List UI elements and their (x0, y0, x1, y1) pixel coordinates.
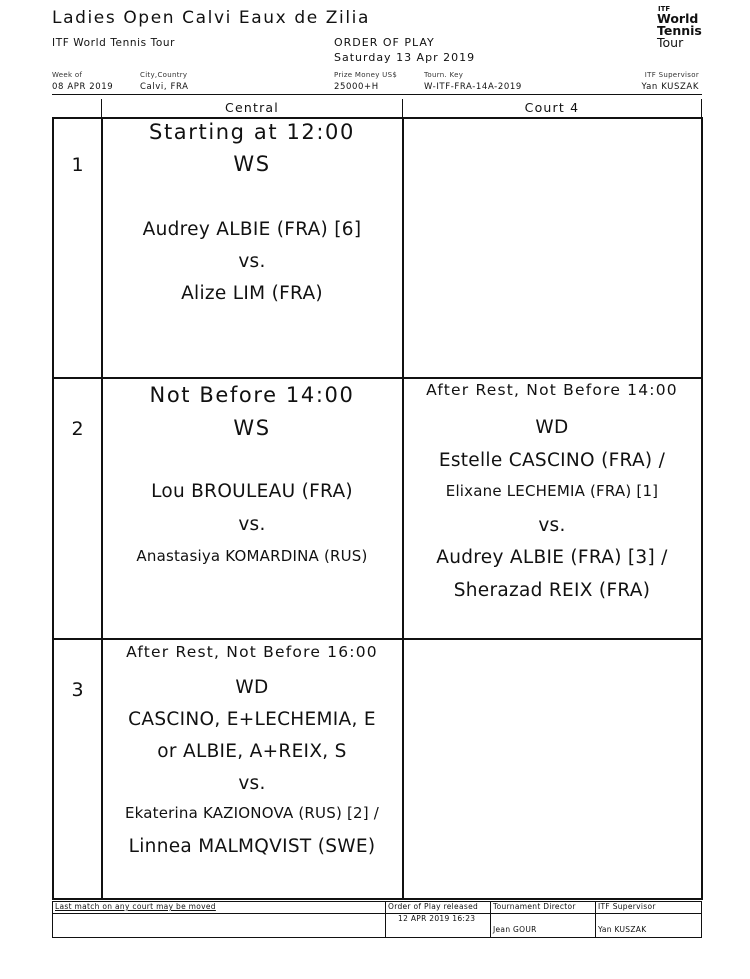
order-of-play-date: Saturday 13 Apr 2019 (334, 51, 476, 64)
court-header-court4: Court 4 (524, 100, 580, 115)
footer-note: Last match on any court may be moved (55, 902, 216, 911)
row-number-3: 3 (71, 679, 84, 701)
grid-top (52, 117, 703, 119)
match-event: WD (535, 417, 569, 438)
team-1-option-b: or ALBIE, A+REIX, S (157, 741, 347, 762)
prize-value: 25000+H (334, 82, 379, 92)
versus-label: vs. (538, 515, 566, 536)
grid-col-2 (402, 117, 404, 900)
header-rule (52, 94, 702, 95)
footer-line (52, 901, 53, 937)
grid-line (701, 99, 702, 118)
grid-left (52, 117, 54, 900)
team-2-player-b: Sherazad REIX (FRA) (453, 580, 651, 601)
grid-bottom (52, 898, 703, 900)
match-time: Not Before 14:00 (149, 383, 355, 407)
week-label: Week of (52, 71, 83, 79)
footer-mid (52, 913, 702, 914)
director-value: Jean GOUR (493, 925, 537, 934)
supervisor-value: Yan KUSZAK (641, 82, 699, 92)
footer-line (385, 901, 386, 937)
tourn-key-label: Tourn. Key (424, 71, 464, 79)
row-number-2: 2 (71, 418, 84, 440)
footer-line (490, 901, 491, 937)
order-of-play-title: ORDER OF PLAY (334, 36, 435, 49)
supervisor-label: ITF Supervisor (644, 71, 699, 79)
row-number-1: 1 (71, 154, 84, 176)
match-time: Starting at 12:00 (149, 120, 355, 144)
player-2: Anastasiya KOMARDINA (RUS) (136, 547, 368, 565)
footer-supervisor-label: ITF Supervisor (598, 902, 656, 911)
versus-label: vs. (238, 773, 266, 794)
versus-label: vs. (238, 251, 266, 272)
match-event: WS (233, 152, 271, 176)
player-2: Alize LIM (FRA) (181, 283, 323, 304)
grid-row-divider-2 (52, 638, 703, 640)
itf-world-tennis-tour-logo: ITF World Tennis Tour (657, 5, 702, 50)
grid-right (701, 117, 703, 900)
footer-supervisor-value: Yan KUSZAK (598, 925, 647, 934)
team-2-player-a: Ekaterina KAZIONOVA (RUS) [2] / (124, 804, 380, 822)
player-1: Audrey ALBIE (FRA) [6] (142, 219, 362, 240)
city-value: Calvi, FRA (140, 82, 189, 92)
city-label: City,Country (140, 71, 188, 79)
released-label: Order of Play released (388, 902, 479, 911)
tour-subtitle: ITF World Tennis Tour (52, 37, 176, 49)
match-time: After Rest, Not Before 14:00 (426, 381, 678, 399)
footer-bottom (52, 937, 702, 938)
match-event: WS (233, 416, 271, 440)
match-time: After Rest, Not Before 16:00 (126, 643, 378, 661)
team-1-player-b: Elixane LECHEMIA (FRA) [1] (445, 482, 659, 500)
footer-line (701, 901, 702, 937)
team-1-option-a: CASCINO, E+LECHEMIA, E (128, 709, 376, 730)
prize-label: Prize Money US$ (334, 71, 398, 79)
footer-line (595, 901, 596, 937)
released-value: 12 APR 2019 16:23 (398, 914, 476, 923)
match-event: WD (235, 677, 269, 698)
tournament-title: Ladies Open Calvi Eaux de Zilia (52, 8, 371, 28)
grid-row-divider-1 (52, 377, 703, 379)
team-2-player-b: Linnea MALMQVIST (SWE) (128, 836, 376, 857)
director-label: Tournament Director (493, 902, 576, 911)
versus-label: vs. (238, 514, 266, 535)
player-1: Lou BROULEAU (FRA) (151, 481, 353, 502)
court-header-central: Central (225, 100, 279, 115)
week-value: 08 APR 2019 (52, 82, 114, 92)
team-2-player-a: Audrey ALBIE (FRA) [3] / (436, 547, 668, 568)
team-1-player-a: Estelle CASCINO (FRA) / (438, 450, 666, 471)
tourn-key-value: W-ITF-FRA-14A-2019 (424, 82, 522, 92)
